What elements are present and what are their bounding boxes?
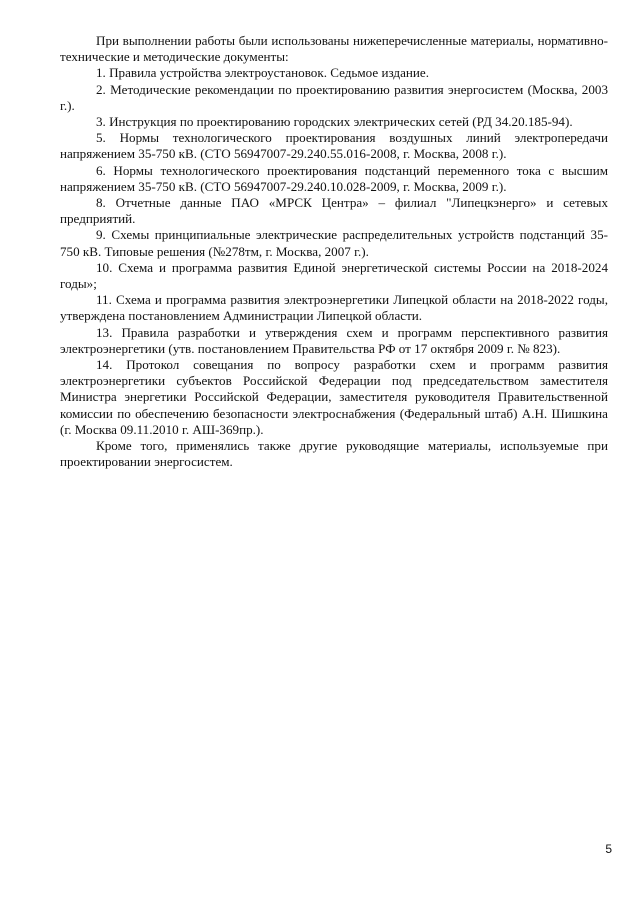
intro-paragraph: При выполнении работы были использованы нижеперечисленные материалы, нормативно-технические и методические документы: (60, 33, 608, 65)
reference-item-6: 6. Нормы технологического проектирования подстанций переменного тока с высшим напряжением 35-750 кВ. (СТО 56947007-29.240.10.028-2009, г. Москва, 2009 г.). (60, 162, 608, 194)
reference-item-10: 10. Схема и программа развития Единой энергетической системы России на 2018-2024 годы»; (60, 259, 608, 292)
reference-item-2: 2. Методические рекомендации по проектированию развития энергосистем (Москва, 2003 г.). (60, 81, 608, 113)
reference-item-5: 5. Нормы технологического проектирования воздушных линий электропередачи напряжением 35-750 кВ. (СТО 56947007-29.240.55.016-2008, г. Москва, 2008 г.). (60, 130, 608, 162)
reference-item-14: 14. Протокол совещания по вопросу разработки схем и программ развития электроэнергетики субъектов Российской Федерации под председательством заместителя Министра энергетики Российской Федерации, заместителя руководителя Правительственной комиссии по обеспечению безопасности электроснабжения (Федеральный штаб) А.Н. Шишкина (г. Москва 09.11.2010 г. АШ-369пр.). (60, 357, 608, 437)
reference-item-13: 13. Правила разработки и утверждения схем и программ перспективного развития электроэнергетики (утв. постановлением Правительства РФ от 17 октября 2009 г. № 823). (60, 324, 608, 356)
page-number: 5 (605, 842, 612, 856)
document-body (60, 33, 608, 470)
outro-paragraph: Кроме того, применялись также другие руководящие материалы, используемые при проектировании энергосистем. (60, 438, 608, 470)
reference-item-8: 8. Отчетные данные ПАО «МРСК Центра» – филиал "Липецкэнерго» и сетевых предприятий. (60, 195, 608, 227)
reference-item-1: 1. Правила устройства электроустановок. Седьмое издание. (96, 65, 429, 81)
reference-item-11: 11. Схема и программа развития электроэнергетики Липецкой области на 2018-2022 годы, утверждена постановлением Администрации Липецкой области. (60, 292, 608, 324)
reference-item-9: 9. Схемы принципиальные электрические распределительных устройств подстанций 35-750 кВ. Типовые решения (№278тм, г. Москва, 2007 г.). (60, 227, 608, 259)
reference-item-3: 3. Инструкция по проектированию городских электрических сетей (РД 34.20.185-94). (96, 114, 573, 130)
